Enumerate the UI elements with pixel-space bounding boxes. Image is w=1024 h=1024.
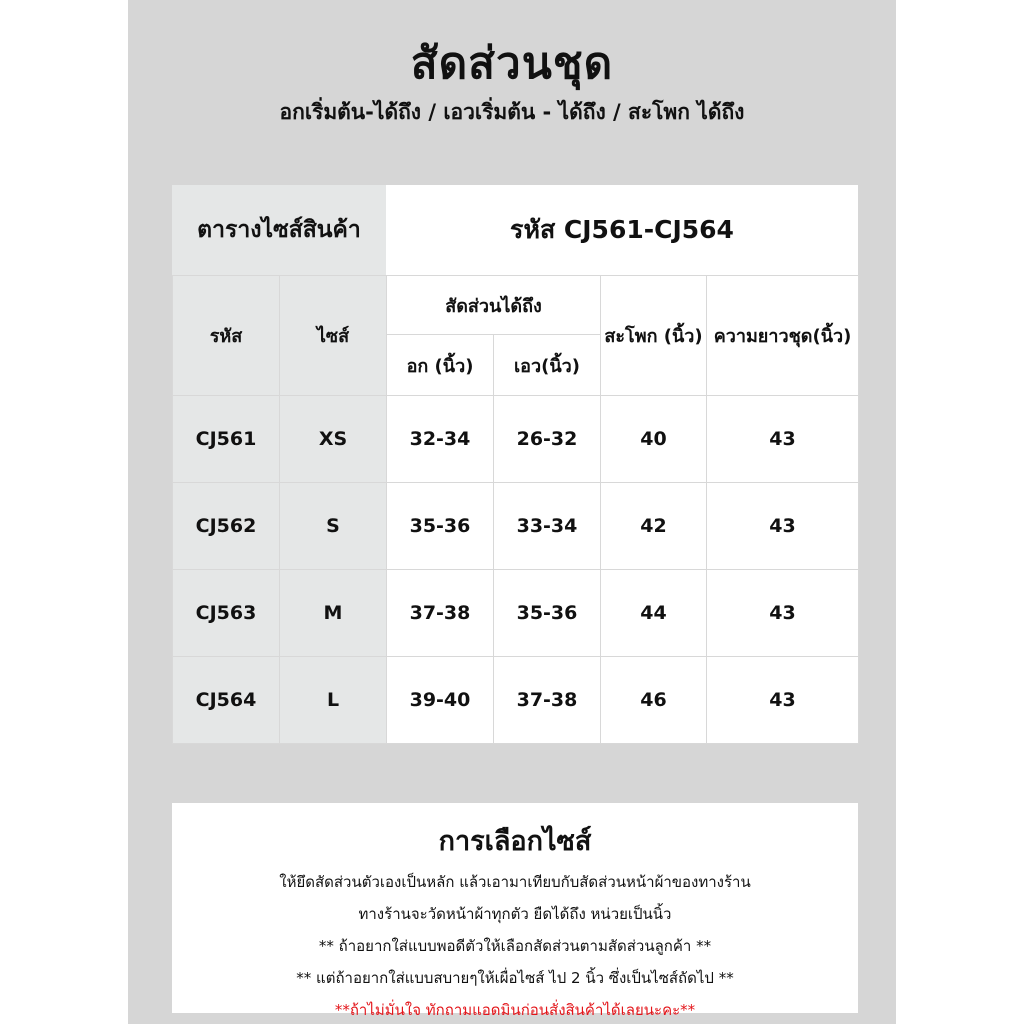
cell-waist: 37-38	[494, 657, 601, 744]
cell-waist: 35-36	[494, 570, 601, 657]
size-guide-line: ** ถ้าอยากใส่แบบพอดีตัวให้เลือกสัดส่วนตามสัดส่วนลูกค้า **	[318, 937, 712, 955]
size-guide-line: ให้ยึดสัดส่วนตัวเองเป็นหลัก แล้วเอามาเทียบกับสัดส่วนหน้าผ้าของทางร้าน	[279, 873, 751, 891]
table-row	[173, 657, 859, 744]
col-header-chest: อก (นิ้ว)	[387, 335, 494, 396]
page-subtitle: อกเริ่มต้น-ได้ถึง / เอวเริ่มต้น - ได้ถึง / สะโพก ได้ถึง	[279, 100, 745, 124]
cell-chest: 35-36	[387, 483, 494, 570]
cell-waist: 33-34	[494, 483, 601, 570]
size-guide-box	[172, 803, 858, 1019]
product-code-range: รหัส CJ561-CJ564	[386, 185, 858, 275]
cell-waist: 26-32	[494, 396, 601, 483]
table-row	[173, 396, 859, 483]
cell-code: CJ562	[173, 483, 280, 570]
col-header-code: รหัส	[173, 276, 280, 396]
cell-hip: 46	[601, 657, 707, 744]
size-table	[172, 275, 859, 744]
size-guide-title: การเลือกไซส์	[438, 826, 592, 857]
table-row	[173, 483, 859, 570]
cell-code: CJ563	[173, 570, 280, 657]
size-guide-line: ** แต่ถ้าอยากใส่แบบสบายๆให้เผื่อไซส์ ไป 2 นิ้ว ซึ่งเป็นไซส์ถัดไป **	[296, 969, 734, 987]
cell-chest: 32-34	[387, 396, 494, 483]
cell-chest: 37-38	[387, 570, 494, 657]
col-header-hip: สะโพก (นิ้ว)	[601, 276, 707, 396]
table-row	[173, 570, 859, 657]
col-header-waist: เอว(นิ้ว)	[494, 335, 601, 396]
cell-hip: 40	[601, 396, 707, 483]
cell-length: 43	[707, 396, 859, 483]
page-title: สัดส่วนชุด	[410, 38, 614, 89]
size-guide-line: ทางร้านจะวัดหน้าผ้าทุกตัว ยืดได้ถึง หน่วยเป็นนิ้ว	[358, 905, 672, 923]
size-guide-note: **ถ้าไม่มั่นใจ ทักถามแอดมินก่อนสั่งสินค้าได้เลยนะคะ**	[334, 1001, 696, 1019]
cell-hip: 42	[601, 483, 707, 570]
cell-size: M	[280, 570, 387, 657]
cell-size: XS	[280, 396, 387, 483]
cell-code: CJ561	[173, 396, 280, 483]
col-header-length: ความยาวชุด(นิ้ว)	[707, 276, 859, 396]
cell-hip: 44	[601, 570, 707, 657]
cell-size: S	[280, 483, 387, 570]
col-header-group: สัดส่วนได้ถึง	[387, 276, 601, 335]
col-header-size: ไซส์	[280, 276, 387, 396]
size-table-label: ตารางไซส์สินค้า	[172, 185, 386, 275]
cell-chest: 39-40	[387, 657, 494, 744]
cell-size: L	[280, 657, 387, 744]
size-table-header	[172, 185, 858, 275]
cell-code: CJ564	[173, 657, 280, 744]
cell-length: 43	[707, 483, 859, 570]
cell-length: 43	[707, 570, 859, 657]
cell-length: 43	[707, 657, 859, 744]
